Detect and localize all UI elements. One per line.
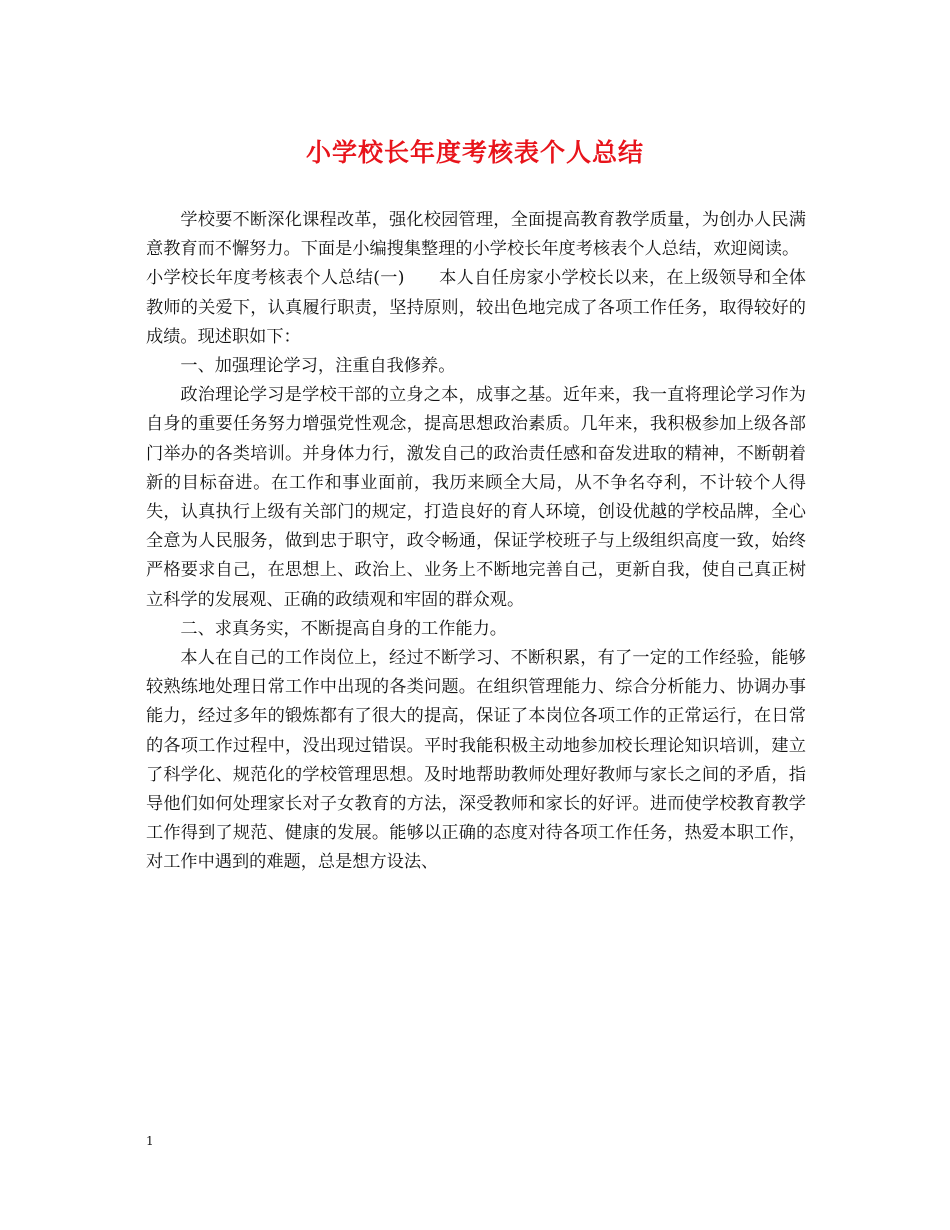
document-title: 小学校长年度考核表个人总结 (305, 138, 644, 167)
section1-paragraph (146, 264, 806, 352)
section1-text: 本人自任房家小学校长以来，在上级领导和全体教师的关爱下，认真履行职责，坚持原则，较出色地完成了各项工作任务，取得较好的成绩。现述职如下： (146, 268, 806, 347)
section1-heading: 小学校长年度考核表个人总结(一) (146, 268, 405, 289)
point1-paragraph: 政治理论学习是学校干部的立身之本，成事之基。近年来，我一直将理论学习作为自身的重要任务努力增强党性观念，提高思想政治素质。几年来，我积极参加上级各部门举办的各类培训。并身体力行，激发自己的政治责任感和奋发进取的精神，不断朝着新的目标奋进。在工作和事业面前，我历来顾全大局，从不争名夺利，不计较个人得失，认真执行上级有关部门的规定，打造良好的育人环境，创设优越的学校品牌，全心全意为人民服务，做到忠于职守，政令畅通，保证学校班子与上级组织高度一致，始终严格要求自己，在思想上、政治上、业务上不断地完善自己，更新自我，使自己真正树立科学的发展观、正确的政绩观和牢固的群众观。 (146, 385, 806, 610)
intro-paragraph: 学校要不断深化课程改革，强化校园管理，全面提高教育教学质量，为创办人民满意教育而不懈努力。下面是小编搜集整理的小学校长年度考核表个人总结，欢迎阅读。 (146, 210, 806, 260)
point2-paragraph: 本人在自己的工作岗位上，经过不断学习、不断积累，有了一定的工作经验，能够较熟练地处理日常工作中出现的各类问题。在组织管理能力、综合分析能力、协调办事能力，经过多年的锻炼都有了很大的提高，保证了本岗位各项工作的正常运行，在日常的各项工作过程中，没出现过错误。平时我能积极主动地参加校长理论知识培训，建立了科学化、规范化的学校管理思想。及时地帮助教师处理好教师与家长之间的矛盾，指导他们如何处理家长对子女教育的方法，深受教师和家长的好评。进而使学校教育教学工作得到了规范、健康的发展。能够以正确的态度对待各项工作任务，热爱本职工作，对工作中遇到的难题，总是想方设法、 (146, 648, 806, 873)
point2-heading: 二、求真务实，不断提高自身的工作能力。 (180, 618, 507, 639)
page-number: 1 (146, 1134, 154, 1148)
document-body (146, 206, 806, 878)
point1-heading: 一、加强理论学习，注重自我修养。 (180, 356, 456, 377)
